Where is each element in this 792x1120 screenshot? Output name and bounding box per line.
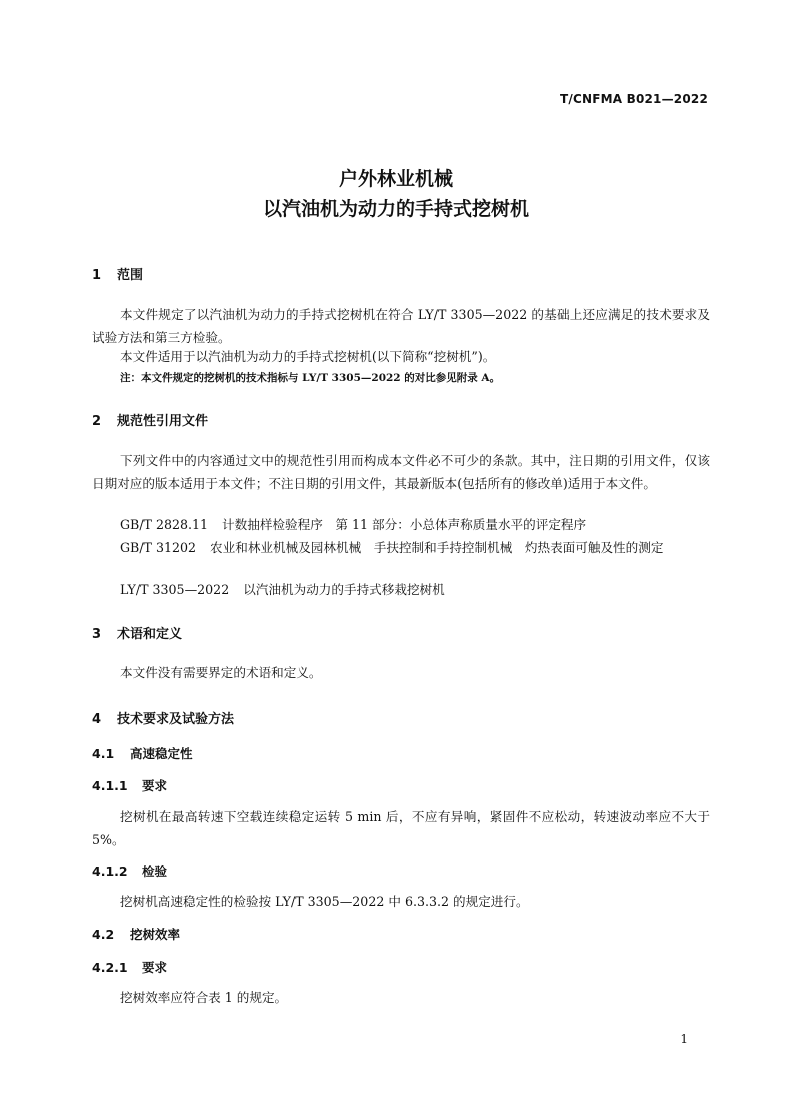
reference-title: 以汽油机为动力的手持式移栽挖树机 (243, 582, 445, 597)
reference-code: GB/T 31202 (120, 540, 197, 555)
subsection-title: 检验 (142, 864, 168, 879)
reference-code: LY/T 3305—2022 (120, 582, 230, 597)
section-number: 1 (92, 268, 102, 283)
document-title-line1: 户外林业机械 (338, 168, 453, 190)
subsection-number: 4.2 (92, 927, 115, 942)
subsection-title: 要求 (142, 960, 168, 975)
subsection-4-1-2-heading (92, 862, 167, 880)
document-title-line2: 以汽油机为动力的手持式挖树机 (262, 198, 529, 220)
scope-paragraph-1: 本文件规定了以汽油机为动力的手持式挖树机在符合 LY/T 3305—2022 的基础上还应满足的技术要求及试验方法和第三方检验。 (92, 307, 710, 345)
section-2-heading (92, 410, 208, 429)
subsection-title: 高速稳定性 (130, 746, 193, 761)
subsection-number: 4.1.1 (92, 778, 128, 793)
scope-note: 注：本文件规定的挖树机的技术指标与 LY/T 3305—2022 的对比参见附录 A。 (120, 372, 501, 384)
section-number: 4 (92, 712, 102, 727)
standard-code: T/CNFMA B021—2022 (559, 92, 708, 106)
section-title: 范围 (117, 268, 144, 283)
subsection-4-2-heading (92, 925, 180, 943)
reference-item-2 (92, 536, 710, 559)
subsection-title: 挖树效率 (130, 927, 181, 942)
subsection-number: 4.1 (92, 746, 115, 761)
subsection-4-1-1-heading (92, 776, 167, 794)
subsection-number: 4.2.1 (92, 960, 128, 975)
subsection-4-2-1-heading (92, 958, 167, 976)
high-speed-test-paragraph: 挖树机高速稳定性的检验按 LY/T 3305—2022 中 6.3.3.2 的规定进行。 (120, 894, 529, 909)
efficiency-requirement-paragraph: 挖树效率应符合表 1 的规定。 (120, 990, 288, 1005)
subsection-number: 4.1.2 (92, 864, 128, 879)
reference-item-3 (92, 578, 710, 601)
section-3-heading (92, 623, 182, 642)
references-intro-paragraph: 下列文件中的内容通过文中的规范性引用而构成本文件必不可少的条款。其中，注日期的引用文件，仅该日期对应的版本适用于本文件；不注日期的引用文件，其最新版本(包括所有的修改单)适用于本文件。 (92, 453, 710, 491)
reference-title: 农业和林业机械及园林机械 手扶控制和手持控制机械 灼热表面可触及性的测定 (210, 540, 664, 555)
subsection-title: 要求 (142, 778, 168, 793)
high-speed-requirement-paragraph: 挖树机在最高转速下空载连续稳定运转 5 min 后，不应有异响，紧固件不应松动，转速波动率应不大于 5%。 (92, 809, 710, 847)
reference-code: GB/T 2828.11 (120, 517, 209, 532)
subsection-4-1-heading (92, 744, 193, 762)
section-number: 3 (92, 627, 102, 642)
reference-title: 计数抽样检验程序 第 11 部分：小总体声称质量水平的评定程序 (222, 517, 587, 532)
reference-item-1 (92, 513, 710, 536)
terms-paragraph: 本文件没有需要界定的术语和定义。 (120, 665, 322, 680)
page-number: 1 (680, 1032, 688, 1046)
section-4-heading (92, 708, 234, 727)
section-number: 2 (92, 414, 102, 429)
section-title: 术语和定义 (117, 627, 183, 642)
scope-paragraph-2: 本文件适用于以汽油机为动力的手持式挖树机(以下简称“挖树机”)。 (120, 349, 496, 364)
section-title: 技术要求及试验方法 (117, 712, 235, 727)
section-title: 规范性引用文件 (117, 414, 209, 429)
section-1-heading (92, 264, 143, 283)
